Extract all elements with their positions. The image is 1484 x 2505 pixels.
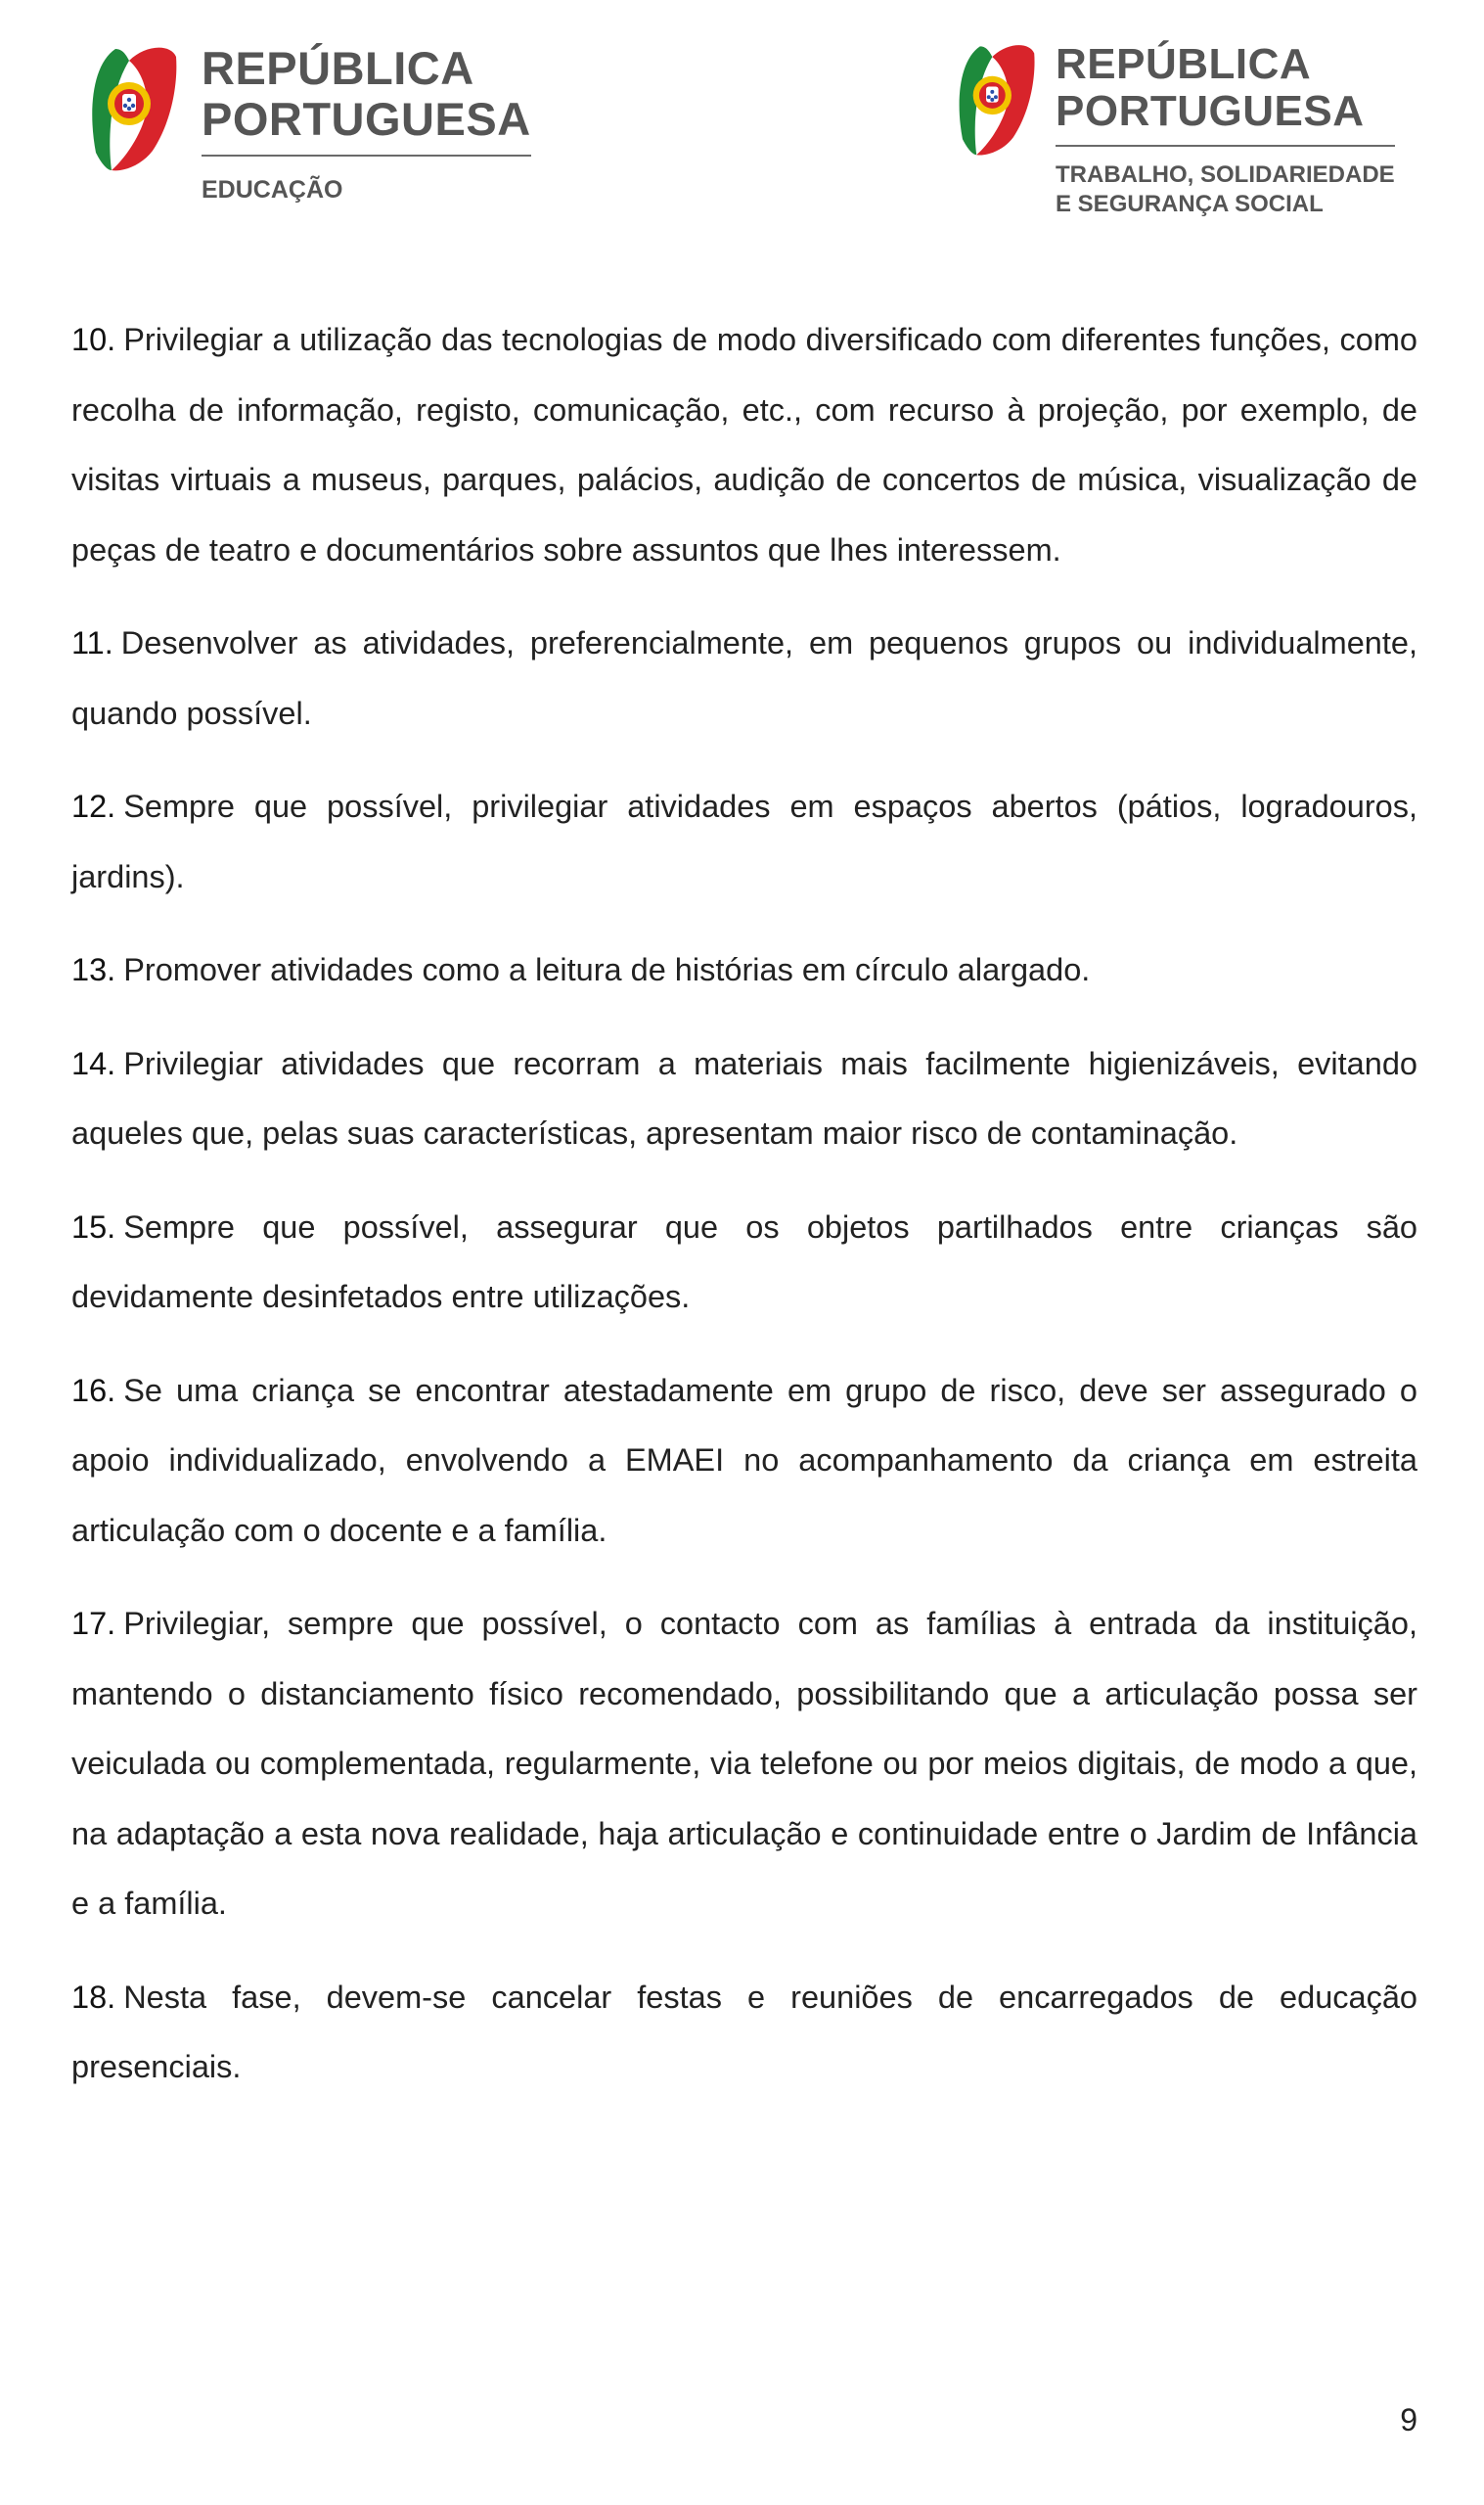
item-text: Privilegiar, sempre que possível, o contacto com as famílias à entrada da instituição, mantendo o distanciamento físico recomendado, possibilitando que a articulação possa ser veiculada ou complementada, regularmente, via telefone ou por meios digitais, de modo a que, na adaptação a esta nova realidade, haja articulação e continuidade entre o Jardim de Infância e a família. [71,1606,1417,1921]
brand-line-2: PORTUGUESA [202,93,531,145]
item-number: 10. [71,322,116,357]
document-body [71,305,1417,2126]
item-text: Privilegiar a utilização das tecnologias de modo diversificado com diferentes funções, como recolha de informação, registo, comunicação, etc., com recurso à projeção, por exemplo, de visitas virtuais a museus, parques, palácios, audição de concertos de música, visualização de peças de teatro e documentários sobre assuntos que lhes interessem. [71,322,1417,568]
header-logo-trabalho [954,41,1395,219]
item-number: 16. [71,1372,116,1408]
item-text: Se uma criança se encontrar atestadamente em grupo de risco, deve ser assegurado o apoio individualizado, envolvendo a EMAEI no acompanhamento da criança em estreita articulação com o docente e a família. [71,1372,1417,1548]
ministry-name-line-1: TRABALHO, SOLIDARIEDADE [1056,161,1395,188]
item-number: 15. [71,1208,116,1245]
list-item [71,305,1417,585]
list-item [71,1029,1417,1169]
brand-divider [1056,145,1395,147]
list-item [71,1589,1417,1939]
brand-line-1: REPÚBLICA [1056,40,1312,88]
list-item [71,1193,1417,1333]
list-item [71,935,1417,1006]
brand-divider [202,155,531,157]
portuguese-flag-emblem-icon [954,41,1036,157]
list-item [71,1963,1417,2103]
list-item [71,609,1417,749]
item-text: Sempre que possível, assegurar que os objetos partilhados entre crianças são devidamente desinfetados entre utilizações. [71,1208,1417,1314]
brand-line-1: REPÚBLICA [202,42,474,94]
item-number: 14. [71,1045,116,1081]
ministry-name: EDUCAÇÃO [202,176,343,204]
item-text: Desenvolver as atividades, preferencialmente, em pequenos grupos ou individualmente, quando possível. [71,625,1417,731]
list-item [71,1356,1417,1567]
list-item [71,772,1417,912]
item-number: 12. [71,789,116,824]
header-logo-educacao [86,43,531,205]
item-text: Sempre que possível, privilegiar atividades em espaços abertos (pátios, logradouros, jardins). [71,789,1417,894]
item-text: Promover atividades como a leitura de histórias em círculo alargado. [123,952,1091,987]
brand-line-2: PORTUGUESA [1056,87,1365,135]
item-number: 11. [71,625,113,660]
page-number: 9 [1400,2402,1417,2437]
item-number: 13. [71,952,116,987]
item-text: Privilegiar atividades que recorram a materiais mais facilmente higienizáveis, evitando aqueles que, pelas suas características, apresentam maior risco de contaminação. [71,1045,1417,1151]
item-number: 18. [71,1979,116,2015]
item-number: 17. [71,1606,116,1641]
ministry-name-line-2: E SEGURANÇA SOCIAL [1056,191,1324,217]
item-text: Nesta fase, devem-se cancelar festas e reuniões de encarregados de educação presenciais. [71,1979,1417,2084]
portuguese-flag-emblem-icon [86,43,178,172]
